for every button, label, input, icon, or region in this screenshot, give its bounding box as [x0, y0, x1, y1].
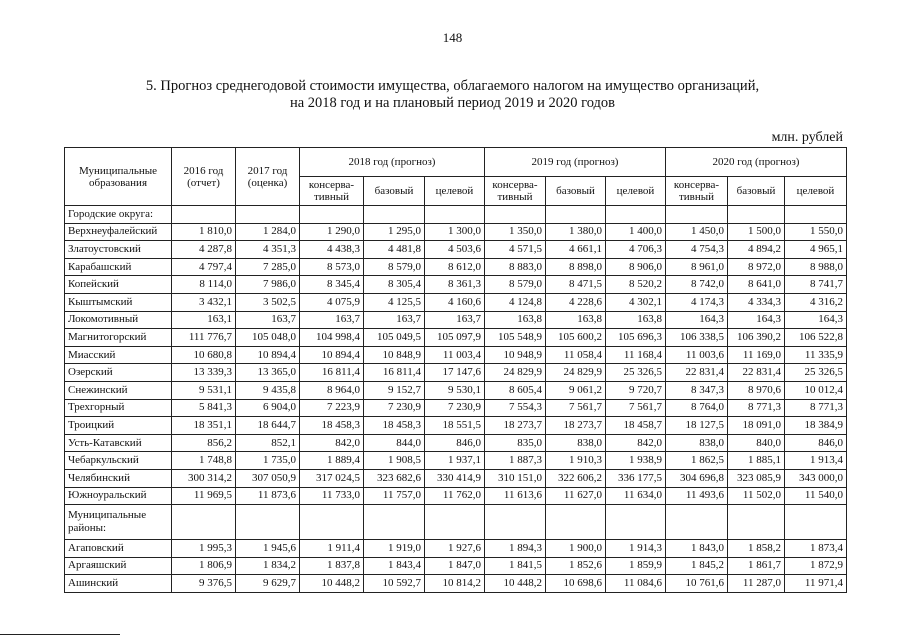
value-cell: 13 365,0	[236, 364, 300, 382]
table-row	[65, 487, 847, 505]
value-cell: 1 927,6	[425, 540, 485, 558]
value-cell: 18 551,5	[425, 417, 485, 435]
table-row	[65, 311, 847, 329]
value-cell: 163,8	[546, 311, 606, 329]
value-cell: 11 003,4	[425, 346, 485, 364]
value-cell: 4 571,5	[485, 241, 546, 259]
value-cell: 4 503,6	[425, 241, 485, 259]
value-cell: 11 084,6	[606, 575, 666, 593]
value-cell: 164,3	[666, 311, 728, 329]
municipality-name: Карабашский	[65, 258, 172, 276]
value-cell: 8 906,0	[606, 258, 666, 276]
municipality-name: Аргаяшский	[65, 557, 172, 575]
value-cell: 22 831,4	[728, 364, 785, 382]
value-cell: 1 913,4	[785, 452, 847, 470]
value-cell: 4 438,3	[300, 241, 364, 259]
value-cell: 1 858,2	[728, 540, 785, 558]
value-cell: 13 339,3	[172, 364, 236, 382]
title-line-2: на 2018 год и на плановый период 2019 и 2020 годов	[289, 95, 616, 111]
value-cell: 5 841,3	[172, 399, 236, 417]
empty-cell	[236, 206, 300, 224]
value-cell: 304 696,8	[666, 469, 728, 487]
value-cell: 1 894,3	[485, 540, 546, 558]
header-2019: 2019 год (прогноз)	[485, 148, 666, 177]
value-cell: 105 049,5	[364, 329, 425, 347]
value-cell: 8 961,0	[666, 258, 728, 276]
value-cell: 25 326,5	[785, 364, 847, 382]
value-cell: 300 314,2	[172, 469, 236, 487]
value-cell: 1 735,0	[236, 452, 300, 470]
empty-cell	[485, 505, 546, 540]
value-cell: 164,3	[785, 311, 847, 329]
table-row	[65, 452, 847, 470]
value-cell: 4 754,3	[666, 241, 728, 259]
value-cell: 1 859,9	[606, 557, 666, 575]
value-cell: 10 948,9	[485, 346, 546, 364]
value-cell: 11 627,0	[546, 487, 606, 505]
municipality-name: Чебаркульский	[65, 452, 172, 470]
value-cell: 3 432,1	[172, 293, 236, 311]
value-cell: 7 223,9	[300, 399, 364, 417]
value-cell: 163,7	[364, 311, 425, 329]
value-cell: 842,0	[606, 434, 666, 452]
value-cell: 846,0	[425, 434, 485, 452]
empty-cell	[546, 505, 606, 540]
value-cell: 1 919,0	[364, 540, 425, 558]
empty-cell	[666, 206, 728, 224]
value-cell: 323 085,9	[728, 469, 785, 487]
value-cell: 1 290,0	[300, 223, 364, 241]
municipality-name: Челябинский	[65, 469, 172, 487]
municipality-name: Ашинский	[65, 575, 172, 593]
value-cell: 106 522,8	[785, 329, 847, 347]
value-cell: 163,8	[485, 311, 546, 329]
value-cell: 1 550,0	[785, 223, 847, 241]
value-cell: 9 152,7	[364, 381, 425, 399]
value-cell: 8 305,4	[364, 276, 425, 294]
header-2018-conservative: консерва-тивный	[300, 177, 364, 206]
empty-cell	[236, 505, 300, 540]
table-row	[65, 540, 847, 558]
value-cell: 1 843,4	[364, 557, 425, 575]
value-cell: 330 414,9	[425, 469, 485, 487]
value-cell: 8 579,0	[485, 276, 546, 294]
value-cell: 4 124,8	[485, 293, 546, 311]
value-cell: 163,7	[236, 311, 300, 329]
value-cell: 11 168,4	[606, 346, 666, 364]
municipality-name: Локомотивный	[65, 311, 172, 329]
value-cell: 1 885,1	[728, 452, 785, 470]
value-cell: 18 351,1	[172, 417, 236, 435]
value-cell: 105 048,0	[236, 329, 300, 347]
value-cell: 1 841,5	[485, 557, 546, 575]
value-cell: 1 400,0	[606, 223, 666, 241]
municipality-name: Магнитогорский	[65, 329, 172, 347]
value-cell: 7 561,7	[606, 399, 666, 417]
value-cell: 10 448,2	[300, 575, 364, 593]
value-cell: 8 883,0	[485, 258, 546, 276]
header-2019-target: целевой	[606, 177, 666, 206]
value-cell: 11 971,4	[785, 575, 847, 593]
value-cell: 4 965,1	[785, 241, 847, 259]
value-cell: 1 380,0	[546, 223, 606, 241]
footnote-rule	[0, 634, 120, 635]
section-label: Муниципальные районы:	[65, 505, 172, 540]
value-cell: 8 764,0	[666, 399, 728, 417]
value-cell: 18 458,3	[300, 417, 364, 435]
value-cell: 18 644,7	[236, 417, 300, 435]
value-cell: 11 634,0	[606, 487, 666, 505]
value-cell: 1 847,0	[425, 557, 485, 575]
value-cell: 8 972,0	[728, 258, 785, 276]
header-2019-conservative: консерва-тивный	[485, 177, 546, 206]
header-2016: 2016 год (отчет)	[172, 148, 236, 206]
table-row	[65, 293, 847, 311]
value-cell: 7 986,0	[236, 276, 300, 294]
value-cell: 1 995,3	[172, 540, 236, 558]
value-cell: 4 075,9	[300, 293, 364, 311]
value-cell: 8 771,3	[728, 399, 785, 417]
header-2018-target: целевой	[425, 177, 485, 206]
unit-label: млн. рублей	[771, 130, 843, 145]
value-cell: 8 605,4	[485, 381, 546, 399]
empty-cell	[785, 505, 847, 540]
value-cell: 10 698,6	[546, 575, 606, 593]
municipality-name: Верхнеуфалейский	[65, 223, 172, 241]
value-cell: 4 661,1	[546, 241, 606, 259]
value-cell: 1 862,5	[666, 452, 728, 470]
value-cell: 11 493,6	[666, 487, 728, 505]
value-cell: 17 147,6	[425, 364, 485, 382]
value-cell: 4 302,1	[606, 293, 666, 311]
value-cell: 10 894,4	[300, 346, 364, 364]
value-cell: 18 458,7	[606, 417, 666, 435]
header-2020: 2020 год (прогноз)	[666, 148, 847, 177]
value-cell: 1 284,0	[236, 223, 300, 241]
value-cell: 4 316,2	[785, 293, 847, 311]
header-municipality: Муниципальные образования	[65, 148, 172, 206]
section-label: Городские округа:	[65, 206, 172, 224]
table-row	[65, 241, 847, 259]
value-cell: 10 814,2	[425, 575, 485, 593]
value-cell: 8 741,7	[785, 276, 847, 294]
value-cell: 11 873,6	[236, 487, 300, 505]
value-cell: 24 829,9	[546, 364, 606, 382]
value-cell: 10 848,9	[364, 346, 425, 364]
value-cell: 8 988,0	[785, 258, 847, 276]
value-cell: 9 435,8	[236, 381, 300, 399]
value-cell: 11 733,0	[300, 487, 364, 505]
value-cell: 8 742,0	[666, 276, 728, 294]
value-cell: 844,0	[364, 434, 425, 452]
value-cell: 4 706,3	[606, 241, 666, 259]
value-cell: 4 894,2	[728, 241, 785, 259]
value-cell: 163,8	[606, 311, 666, 329]
value-cell: 7 285,0	[236, 258, 300, 276]
table-row	[65, 557, 847, 575]
value-cell: 4 125,5	[364, 293, 425, 311]
table-row	[65, 381, 847, 399]
header-2019-base: базовый	[546, 177, 606, 206]
value-cell: 1 810,0	[172, 223, 236, 241]
value-cell: 11 058,4	[546, 346, 606, 364]
value-cell: 4 334,3	[728, 293, 785, 311]
value-cell: 4 160,6	[425, 293, 485, 311]
value-cell: 842,0	[300, 434, 364, 452]
value-cell: 22 831,4	[666, 364, 728, 382]
value-cell: 1 843,0	[666, 540, 728, 558]
municipality-name: Копейский	[65, 276, 172, 294]
empty-cell	[606, 505, 666, 540]
value-cell: 9 629,7	[236, 575, 300, 593]
table-body	[65, 206, 847, 593]
page-number: 148	[442, 30, 463, 45]
value-cell: 25 326,5	[606, 364, 666, 382]
value-cell: 1 837,8	[300, 557, 364, 575]
value-cell: 1 887,3	[485, 452, 546, 470]
value-cell: 8 898,0	[546, 258, 606, 276]
value-cell: 7 554,3	[485, 399, 546, 417]
value-cell: 164,3	[728, 311, 785, 329]
value-cell: 106 390,2	[728, 329, 785, 347]
table-row	[65, 223, 847, 241]
value-cell: 846,0	[785, 434, 847, 452]
value-cell: 1 450,0	[666, 223, 728, 241]
value-cell: 18 273,7	[546, 417, 606, 435]
value-cell: 105 600,2	[546, 329, 606, 347]
value-cell: 317 024,5	[300, 469, 364, 487]
value-cell: 8 345,4	[300, 276, 364, 294]
value-cell: 1 945,6	[236, 540, 300, 558]
value-cell: 9 720,7	[606, 381, 666, 399]
value-cell: 343 000,0	[785, 469, 847, 487]
value-cell: 106 338,5	[666, 329, 728, 347]
municipality-name: Златоустовский	[65, 241, 172, 259]
value-cell: 11 762,0	[425, 487, 485, 505]
value-cell: 322 606,2	[546, 469, 606, 487]
header-2017: 2017 год (оценка)	[236, 148, 300, 206]
section-row-city-districts	[65, 206, 847, 224]
value-cell: 840,0	[728, 434, 785, 452]
value-cell: 11 969,5	[172, 487, 236, 505]
empty-cell	[606, 206, 666, 224]
value-cell: 310 151,0	[485, 469, 546, 487]
value-cell: 9 061,2	[546, 381, 606, 399]
title-line-1: 5. Прогноз среднегодовой стоимости имущества, облагаемого налогом на имущество организаций,	[145, 78, 760, 94]
value-cell: 1 937,1	[425, 452, 485, 470]
value-cell: 105 097,9	[425, 329, 485, 347]
value-cell: 163,7	[425, 311, 485, 329]
value-cell: 105 548,9	[485, 329, 546, 347]
table-row	[65, 346, 847, 364]
municipality-name: Миасский	[65, 346, 172, 364]
value-cell: 8 114,0	[172, 276, 236, 294]
municipality-name: Троицкий	[65, 417, 172, 435]
empty-cell	[728, 206, 785, 224]
value-cell: 307 050,9	[236, 469, 300, 487]
municipality-name: Усть-Катавский	[65, 434, 172, 452]
value-cell: 323 682,6	[364, 469, 425, 487]
value-cell: 163,7	[300, 311, 364, 329]
value-cell: 1 908,5	[364, 452, 425, 470]
header-2020-base: базовый	[728, 177, 785, 206]
value-cell: 163,1	[172, 311, 236, 329]
value-cell: 16 811,4	[300, 364, 364, 382]
value-cell: 10 012,4	[785, 381, 847, 399]
municipality-name: Агаповский	[65, 540, 172, 558]
value-cell: 11 335,9	[785, 346, 847, 364]
value-cell: 11 502,0	[728, 487, 785, 505]
value-cell: 1 914,3	[606, 540, 666, 558]
empty-cell	[300, 206, 364, 224]
value-cell: 7 230,9	[425, 399, 485, 417]
value-cell: 8 641,0	[728, 276, 785, 294]
value-cell: 1 911,4	[300, 540, 364, 558]
value-cell: 10 761,6	[666, 575, 728, 593]
table-row	[65, 329, 847, 347]
value-cell: 4 481,8	[364, 241, 425, 259]
value-cell: 9 531,1	[172, 381, 236, 399]
value-cell: 11 757,0	[364, 487, 425, 505]
value-cell: 18 127,5	[666, 417, 728, 435]
value-cell: 8 771,3	[785, 399, 847, 417]
municipality-name: Озерский	[65, 364, 172, 382]
empty-cell	[546, 206, 606, 224]
value-cell: 7 561,7	[546, 399, 606, 417]
value-cell: 8 520,2	[606, 276, 666, 294]
value-cell: 4 797,4	[172, 258, 236, 276]
value-cell: 838,0	[666, 434, 728, 452]
value-cell: 16 811,4	[364, 364, 425, 382]
value-cell: 856,2	[172, 434, 236, 452]
value-cell: 8 579,0	[364, 258, 425, 276]
municipality-name: Кыштымский	[65, 293, 172, 311]
value-cell: 1 861,7	[728, 557, 785, 575]
value-cell: 18 273,7	[485, 417, 546, 435]
empty-cell	[728, 505, 785, 540]
value-cell: 11 287,0	[728, 575, 785, 593]
value-cell: 11 169,0	[728, 346, 785, 364]
value-cell: 10 894,4	[236, 346, 300, 364]
empty-cell	[364, 505, 425, 540]
value-cell: 11 003,6	[666, 346, 728, 364]
header-2020-conservative: консерва-тивный	[666, 177, 728, 206]
value-cell: 18 384,9	[785, 417, 847, 435]
table-row	[65, 575, 847, 593]
value-cell: 1 834,2	[236, 557, 300, 575]
value-cell: 11 613,6	[485, 487, 546, 505]
empty-cell	[300, 505, 364, 540]
value-cell: 1 873,4	[785, 540, 847, 558]
value-cell: 4 287,8	[172, 241, 236, 259]
table-row	[65, 364, 847, 382]
value-cell: 1 872,9	[785, 557, 847, 575]
value-cell: 838,0	[546, 434, 606, 452]
empty-cell	[425, 505, 485, 540]
value-cell: 1 889,4	[300, 452, 364, 470]
value-cell: 336 177,5	[606, 469, 666, 487]
header-2020-target: целевой	[785, 177, 847, 206]
value-cell: 3 502,5	[236, 293, 300, 311]
value-cell: 1 806,9	[172, 557, 236, 575]
value-cell: 1 295,0	[364, 223, 425, 241]
value-cell: 1 900,0	[546, 540, 606, 558]
value-cell: 105 696,3	[606, 329, 666, 347]
page-title	[0, 78, 905, 112]
empty-cell	[172, 505, 236, 540]
value-cell: 1 300,0	[425, 223, 485, 241]
table-row	[65, 399, 847, 417]
value-cell: 10 448,2	[485, 575, 546, 593]
table-row	[65, 469, 847, 487]
value-cell: 104 998,4	[300, 329, 364, 347]
value-cell: 18 458,3	[364, 417, 425, 435]
empty-cell	[425, 206, 485, 224]
empty-cell	[666, 505, 728, 540]
value-cell: 1 748,8	[172, 452, 236, 470]
header-2018-base: базовый	[364, 177, 425, 206]
value-cell: 1 845,2	[666, 557, 728, 575]
value-cell: 10 592,7	[364, 575, 425, 593]
value-cell: 4 351,3	[236, 241, 300, 259]
value-cell: 9 530,1	[425, 381, 485, 399]
value-cell: 10 680,8	[172, 346, 236, 364]
value-cell: 1 500,0	[728, 223, 785, 241]
table-row	[65, 417, 847, 435]
table-row	[65, 276, 847, 294]
value-cell: 8 964,0	[300, 381, 364, 399]
empty-cell	[364, 206, 425, 224]
value-cell: 1 910,3	[546, 452, 606, 470]
empty-cell	[485, 206, 546, 224]
value-cell: 6 904,0	[236, 399, 300, 417]
section-row-municipal-districts	[65, 505, 847, 540]
table-row	[65, 258, 847, 276]
value-cell: 8 970,6	[728, 381, 785, 399]
value-cell: 835,0	[485, 434, 546, 452]
value-cell: 8 612,0	[425, 258, 485, 276]
value-cell: 18 091,0	[728, 417, 785, 435]
value-cell: 4 228,6	[546, 293, 606, 311]
value-cell: 9 376,5	[172, 575, 236, 593]
value-cell: 7 230,9	[364, 399, 425, 417]
value-cell: 1 938,9	[606, 452, 666, 470]
value-cell: 1 852,6	[546, 557, 606, 575]
property-value-table	[64, 147, 847, 593]
value-cell: 8 471,5	[546, 276, 606, 294]
empty-cell	[172, 206, 236, 224]
value-cell: 4 174,3	[666, 293, 728, 311]
value-cell: 8 347,3	[666, 381, 728, 399]
value-cell: 111 776,7	[172, 329, 236, 347]
table-row	[65, 434, 847, 452]
municipality-name: Южноуральский	[65, 487, 172, 505]
header-2018: 2018 год (прогноз)	[300, 148, 485, 177]
value-cell: 8 361,3	[425, 276, 485, 294]
municipality-name: Снежинский	[65, 381, 172, 399]
municipality-name: Трехгорный	[65, 399, 172, 417]
value-cell: 11 540,0	[785, 487, 847, 505]
value-cell: 8 573,0	[300, 258, 364, 276]
value-cell: 24 829,9	[485, 364, 546, 382]
value-cell: 1 350,0	[485, 223, 546, 241]
value-cell: 852,1	[236, 434, 300, 452]
empty-cell	[785, 206, 847, 224]
